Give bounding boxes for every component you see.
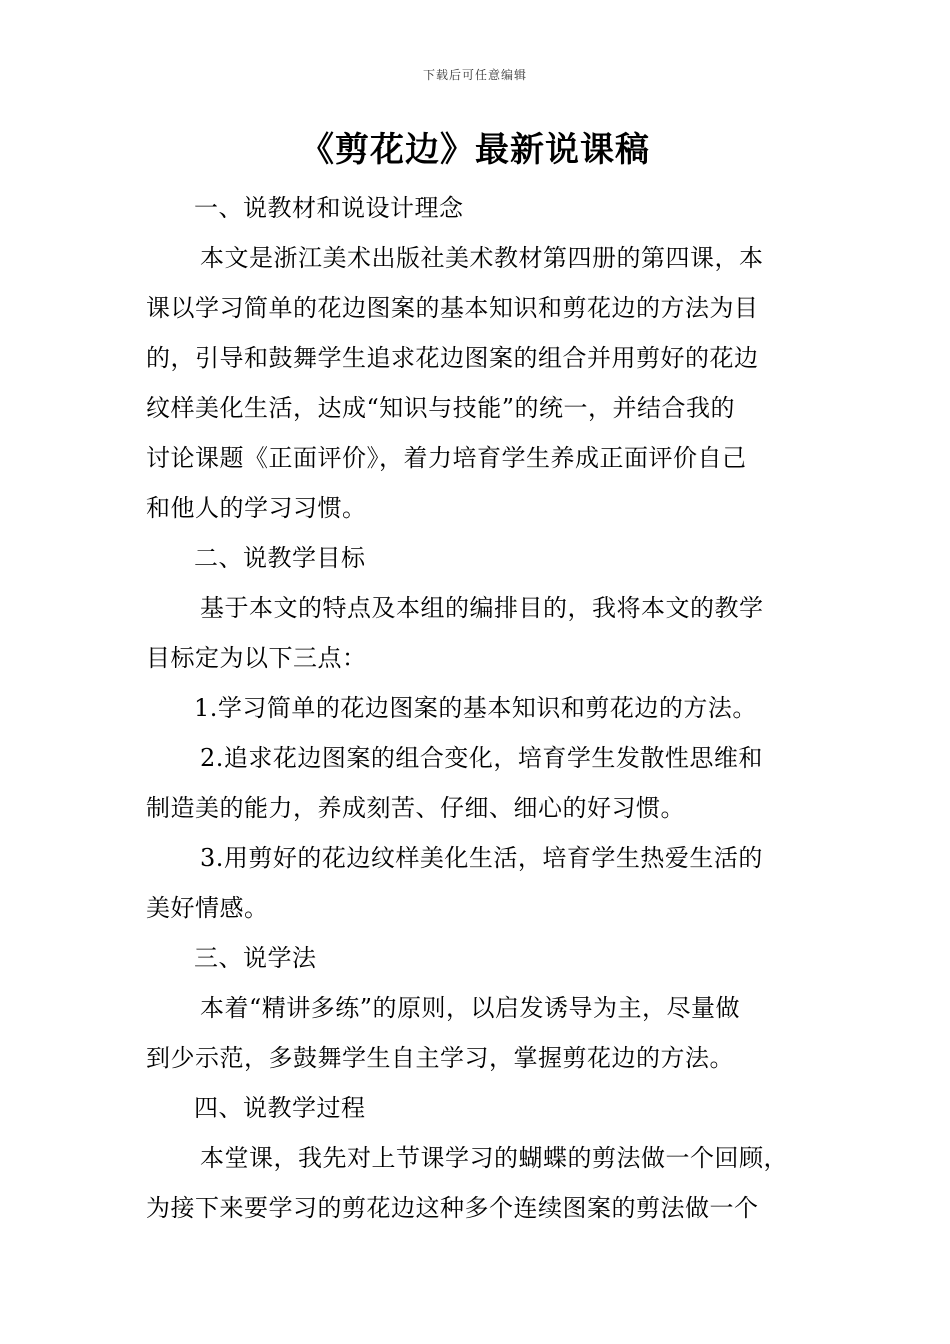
body-line: 基于本文的特点及本组的编排目的，我将本文的教学 <box>200 594 764 622</box>
page-header-note: 下载后可任意编辑 <box>422 68 527 82</box>
body-line: 1.学习简单的花边图案的基本知识和剪花边的方法。 <box>194 694 757 722</box>
body-line: 二、说教学目标 <box>194 544 366 572</box>
body-line: 为接下来要学习的剪花边这种多个连续图案的剪法做一个 <box>146 1194 759 1222</box>
body-line: 3.用剪好的花边纹样美化生活，培育学生热爱生活的 <box>200 844 763 872</box>
body-line: 和他人的学习习惯。 <box>146 494 367 522</box>
body-line: 一、说教材和说设计理念 <box>194 194 464 222</box>
body-line: 到少示范，多鼓舞学生自主学习，掌握剪花边的方法。 <box>146 1044 734 1072</box>
document-body <box>146 183 810 1233</box>
body-line: 本堂课，我先对上节课学习的蝴蝶的剪法做一个回顾， <box>200 1144 788 1172</box>
body-line: 讨论课题《正面评价》，着力培育学生养成正面评价自己 <box>146 444 747 472</box>
body-line: 纹样美化生活，达成“知识与技能”的统一，并结合我的 <box>146 394 736 422</box>
body-line: 本文是浙江美术出版社美术教材第四册的第四课，本 <box>200 244 764 272</box>
body-line: 美好情感。 <box>146 894 269 922</box>
body-line: 的，引导和鼓舞学生追求花边图案的组合并用剪好的花边 <box>146 344 759 372</box>
document-title: 《剪花边》最新说课稿 <box>300 130 650 170</box>
body-line: 课以学习简单的花边图案的基本知识和剪花边的方法为目 <box>146 294 759 322</box>
body-line: 本着“精讲多练”的原则，以启发诱导为主，尽量做 <box>200 994 741 1022</box>
body-line: 三、说学法 <box>194 944 317 972</box>
body-line: 四、说教学过程 <box>194 1094 366 1122</box>
body-line: 目标定为以下三点： <box>146 644 367 672</box>
body-line: 制造美的能力，养成刻苦、仔细、细心的好习惯。 <box>146 794 685 822</box>
body-line: 2.追求花边图案的组合变化，培育学生发散性思维和 <box>200 744 763 772</box>
